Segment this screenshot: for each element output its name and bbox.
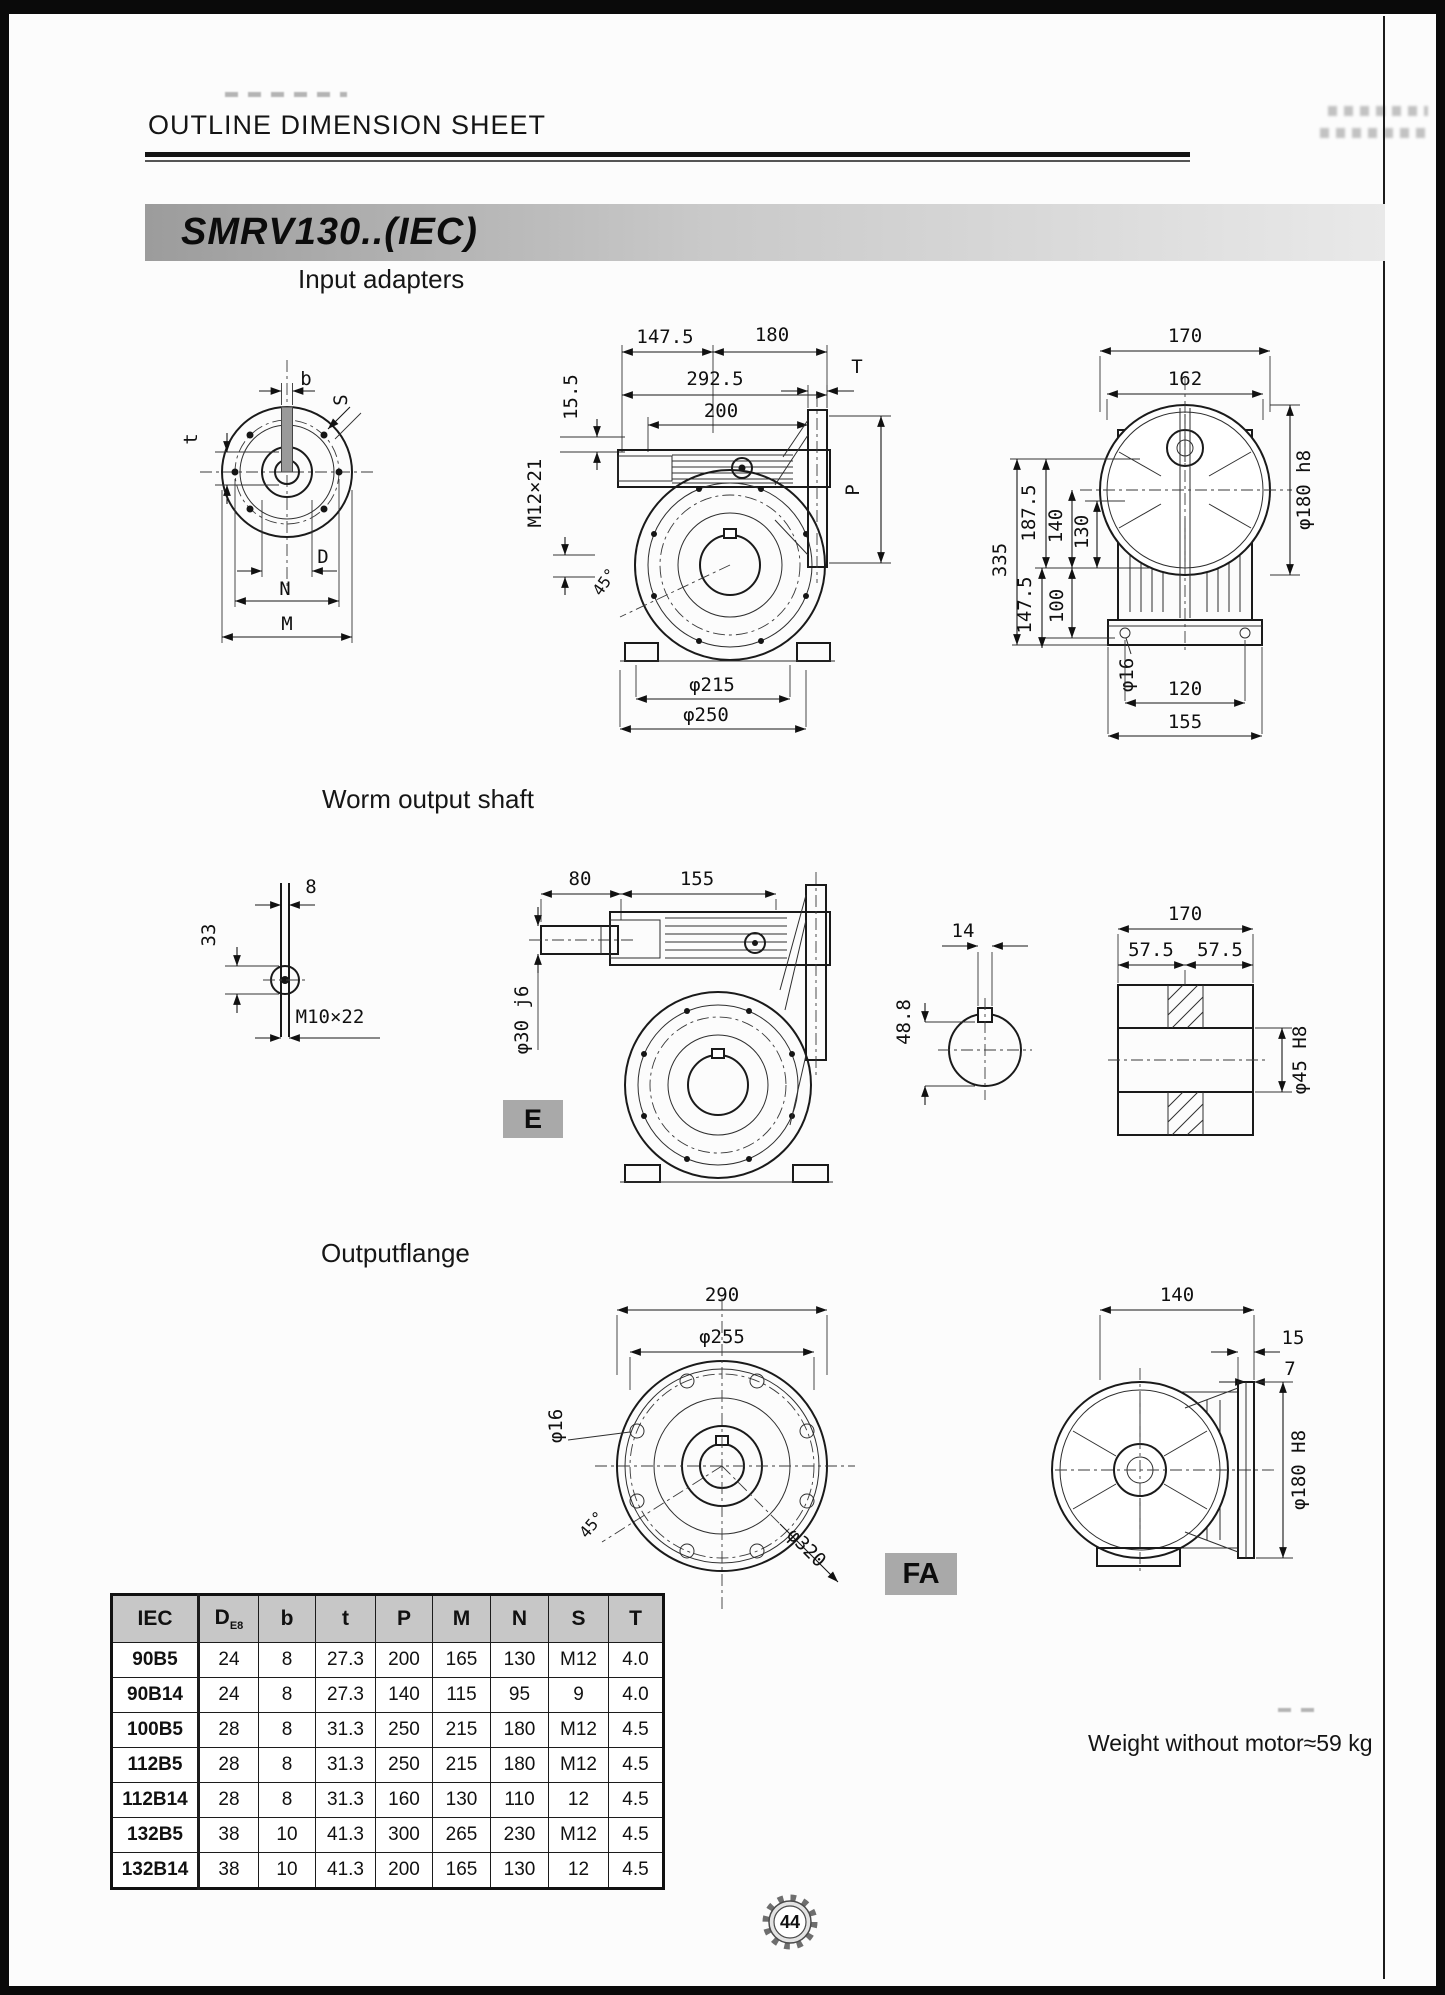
dim-label: 147.5 (1014, 576, 1036, 634)
table-cell: 132B14 (112, 1853, 199, 1889)
table-header-row (112, 1595, 664, 1643)
dim-label: 130 (1071, 514, 1093, 550)
table-cell: 200 (376, 1643, 433, 1678)
page-number: 44 (779, 1912, 801, 1932)
dim-label: φ250 (683, 704, 729, 726)
dim-label: 48.8 (893, 999, 915, 1045)
scan-artifact (1320, 128, 1432, 138)
dim-label: 100 (1046, 588, 1068, 624)
table-cell: 130 (491, 1643, 549, 1678)
table-cell: M12 (549, 1818, 609, 1853)
table-header-cell: b (259, 1595, 316, 1643)
dim-label: 33 (198, 923, 220, 947)
output-flange-front-view-drawing (540, 1280, 925, 1625)
dim-label: M12×21 (524, 458, 546, 528)
dim-label: 7 (1284, 1358, 1296, 1380)
table-cell: 12 (549, 1783, 609, 1818)
table-cell: 27.3 (316, 1678, 376, 1713)
dim-label: 335 (989, 542, 1011, 578)
table-cell: 8 (259, 1643, 316, 1678)
table-cell: 24 (199, 1643, 259, 1678)
table-cell: 9 (549, 1678, 609, 1713)
dim-label: 180 (754, 324, 790, 346)
table-cell: 28 (199, 1748, 259, 1783)
table-cell: 215 (433, 1713, 491, 1748)
table-cell: 24 (199, 1678, 259, 1713)
dim-label: 170 (1167, 903, 1203, 925)
table-cell: 4.5 (609, 1853, 664, 1889)
table-cell: 90B14 (112, 1678, 199, 1713)
dim-label: t (180, 433, 202, 445)
dim-label: φ255 (699, 1326, 745, 1348)
table-cell: 10 (259, 1853, 316, 1889)
table-row (112, 1853, 664, 1889)
table-row (112, 1818, 664, 1853)
table-cell: 230 (491, 1818, 549, 1853)
table-cell: 130 (433, 1783, 491, 1818)
dim-label: 162 (1167, 368, 1203, 390)
table-cell: 4.5 (609, 1783, 664, 1818)
variant-badge-e: E (503, 1100, 563, 1138)
table-header-cell: S (549, 1595, 609, 1643)
table-cell: 100B5 (112, 1713, 199, 1748)
table-row (112, 1713, 664, 1748)
table-row (112, 1748, 664, 1783)
section-heading-outputflange: Outputflange (321, 1238, 470, 1268)
dim-label: 15 (1281, 1327, 1305, 1349)
table-cell: 27.3 (316, 1643, 376, 1678)
dim-label: 292.5 (686, 368, 744, 390)
dim-label: φ45 H8 (1289, 1025, 1311, 1095)
dim-label: 8 (305, 876, 317, 898)
table-cell: 28 (199, 1713, 259, 1748)
iec-table-head (112, 1595, 664, 1643)
dim-label: T (851, 356, 863, 378)
table-cell: 31.3 (316, 1783, 376, 1818)
table-cell: 38 (199, 1818, 259, 1853)
dim-label: 45° (588, 564, 621, 600)
header-rule (145, 152, 1190, 157)
dim-label: 57.5 (1128, 939, 1174, 961)
dim-label: φ16 (545, 1408, 567, 1444)
dim-label: 80 (568, 868, 592, 890)
variant-badge-fa: FA (885, 1553, 957, 1595)
table-cell: 31.3 (316, 1713, 376, 1748)
worm-shaft-section-drawing (880, 900, 1345, 1195)
output-flange-side-view-drawing (1035, 1280, 1380, 1625)
table-cell: 4.0 (609, 1678, 664, 1713)
dim-label: S (330, 394, 352, 406)
table-row (112, 1643, 664, 1678)
table-cell: 112B14 (112, 1783, 199, 1818)
dim-label: 155 (1167, 711, 1203, 733)
dim-label: 45° (575, 1507, 609, 1542)
table-cell: 8 (259, 1748, 316, 1783)
model-title: SMRV130..(IEC) (181, 211, 478, 253)
table-header-cell: T (609, 1595, 664, 1643)
table-cell: 115 (433, 1678, 491, 1713)
dim-label: φ180 h8 (1293, 449, 1315, 531)
model-title-bar (145, 204, 1385, 261)
section-heading-worm-output-shaft: Worm output shaft (322, 784, 534, 814)
table-cell: 41.3 (316, 1853, 376, 1889)
dim-label: b (300, 368, 312, 390)
table-cell: 140 (376, 1678, 433, 1713)
table-cell: 12 (549, 1853, 609, 1889)
dim-label: 120 (1167, 678, 1203, 700)
page-number-gear-icon (760, 1892, 820, 1952)
table-cell: 4.5 (609, 1818, 664, 1853)
dim-label: D (317, 546, 329, 568)
table-cell: 95 (491, 1678, 549, 1713)
dim-label: φ180 H8 (1288, 1429, 1310, 1511)
header-rule-shadow (145, 160, 1190, 162)
table-cell: 160 (376, 1783, 433, 1818)
iec-table (110, 1593, 665, 1890)
table-header-cell: M (433, 1595, 491, 1643)
dim-label: 290 (704, 1284, 740, 1306)
table-cell: 180 (491, 1748, 549, 1783)
table-header-cell: $D_{E8}$ (199, 1595, 259, 1643)
table-cell: 4.5 (609, 1713, 664, 1748)
table-cell: 110 (491, 1783, 549, 1818)
dim-label: P (842, 484, 864, 496)
weight-note: Weight without motor≈59 kg (1088, 1730, 1373, 1756)
table-cell: 300 (376, 1818, 433, 1853)
dim-label: 187.5 (1018, 484, 1040, 542)
table-cell: 165 (433, 1853, 491, 1889)
table-cell: 31.3 (316, 1748, 376, 1783)
dim-label: 155 (679, 868, 715, 890)
table-cell: 4.0 (609, 1643, 664, 1678)
table-cell: 8 (259, 1713, 316, 1748)
table-cell: 200 (376, 1853, 433, 1889)
worm-shaft-end-view-drawing (185, 865, 405, 1065)
dim-label: M (281, 613, 293, 635)
dim-label: 140 (1159, 1284, 1195, 1306)
dim-label: φ215 (689, 674, 735, 696)
table-cell: 165 (433, 1643, 491, 1678)
table-cell: 8 (259, 1678, 316, 1713)
dim-label: 15.5 (560, 374, 582, 420)
table-header-cell: IEC (112, 1595, 199, 1643)
table-row (112, 1678, 664, 1713)
table-cell: 265 (433, 1818, 491, 1853)
table-cell: 250 (376, 1713, 433, 1748)
input-adapter-side-view-drawing (525, 325, 945, 745)
table-cell: 250 (376, 1748, 433, 1783)
dim-label: 200 (703, 400, 739, 422)
dim-label: 140 (1045, 508, 1067, 544)
section-heading-input-adapters: Input adapters (298, 264, 465, 294)
table-header-cell: t (316, 1595, 376, 1643)
table-row (112, 1783, 664, 1818)
scan-artifact (1278, 1708, 1322, 1712)
dim-label: 57.5 (1197, 939, 1243, 961)
table-cell: 90B5 (112, 1643, 199, 1678)
dim-label: φ30 j6 (511, 985, 533, 1055)
table-cell: 8 (259, 1783, 316, 1818)
dim-label: M10×22 (295, 1006, 365, 1028)
table-cell: 28 (199, 1783, 259, 1818)
dim-label: φ320 (782, 1523, 831, 1572)
table-header-cell: N (491, 1595, 549, 1643)
input-adapter-rear-view-drawing (985, 320, 1330, 752)
iec-table-body (112, 1643, 664, 1889)
dim-label: N (279, 578, 291, 600)
table-cell: 4.5 (609, 1748, 664, 1783)
table-cell: 38 (199, 1853, 259, 1889)
table-cell: 130 (491, 1853, 549, 1889)
scan-artifact (225, 92, 347, 97)
scan-artifact (1328, 106, 1428, 116)
page-title: OUTLINE DIMENSION SHEET (148, 110, 547, 140)
page-margin-line (1383, 16, 1385, 1979)
table-cell: M12 (549, 1713, 609, 1748)
table-header-cell: P (376, 1595, 433, 1643)
table-cell: 132B5 (112, 1818, 199, 1853)
table-cell: 215 (433, 1748, 491, 1783)
dim-label: φ16 (1116, 657, 1138, 693)
table-cell: 41.3 (316, 1818, 376, 1853)
dim-label: 14 (951, 920, 975, 942)
table-cell: 180 (491, 1713, 549, 1748)
table-cell: 112B5 (112, 1748, 199, 1783)
dim-label: 170 (1167, 325, 1203, 347)
dim-label: 147.5 (636, 326, 694, 348)
table-cell: 10 (259, 1818, 316, 1853)
table-cell: M12 (549, 1643, 609, 1678)
input-adapter-front-view-drawing (175, 355, 400, 670)
table-cell: M12 (549, 1748, 609, 1783)
